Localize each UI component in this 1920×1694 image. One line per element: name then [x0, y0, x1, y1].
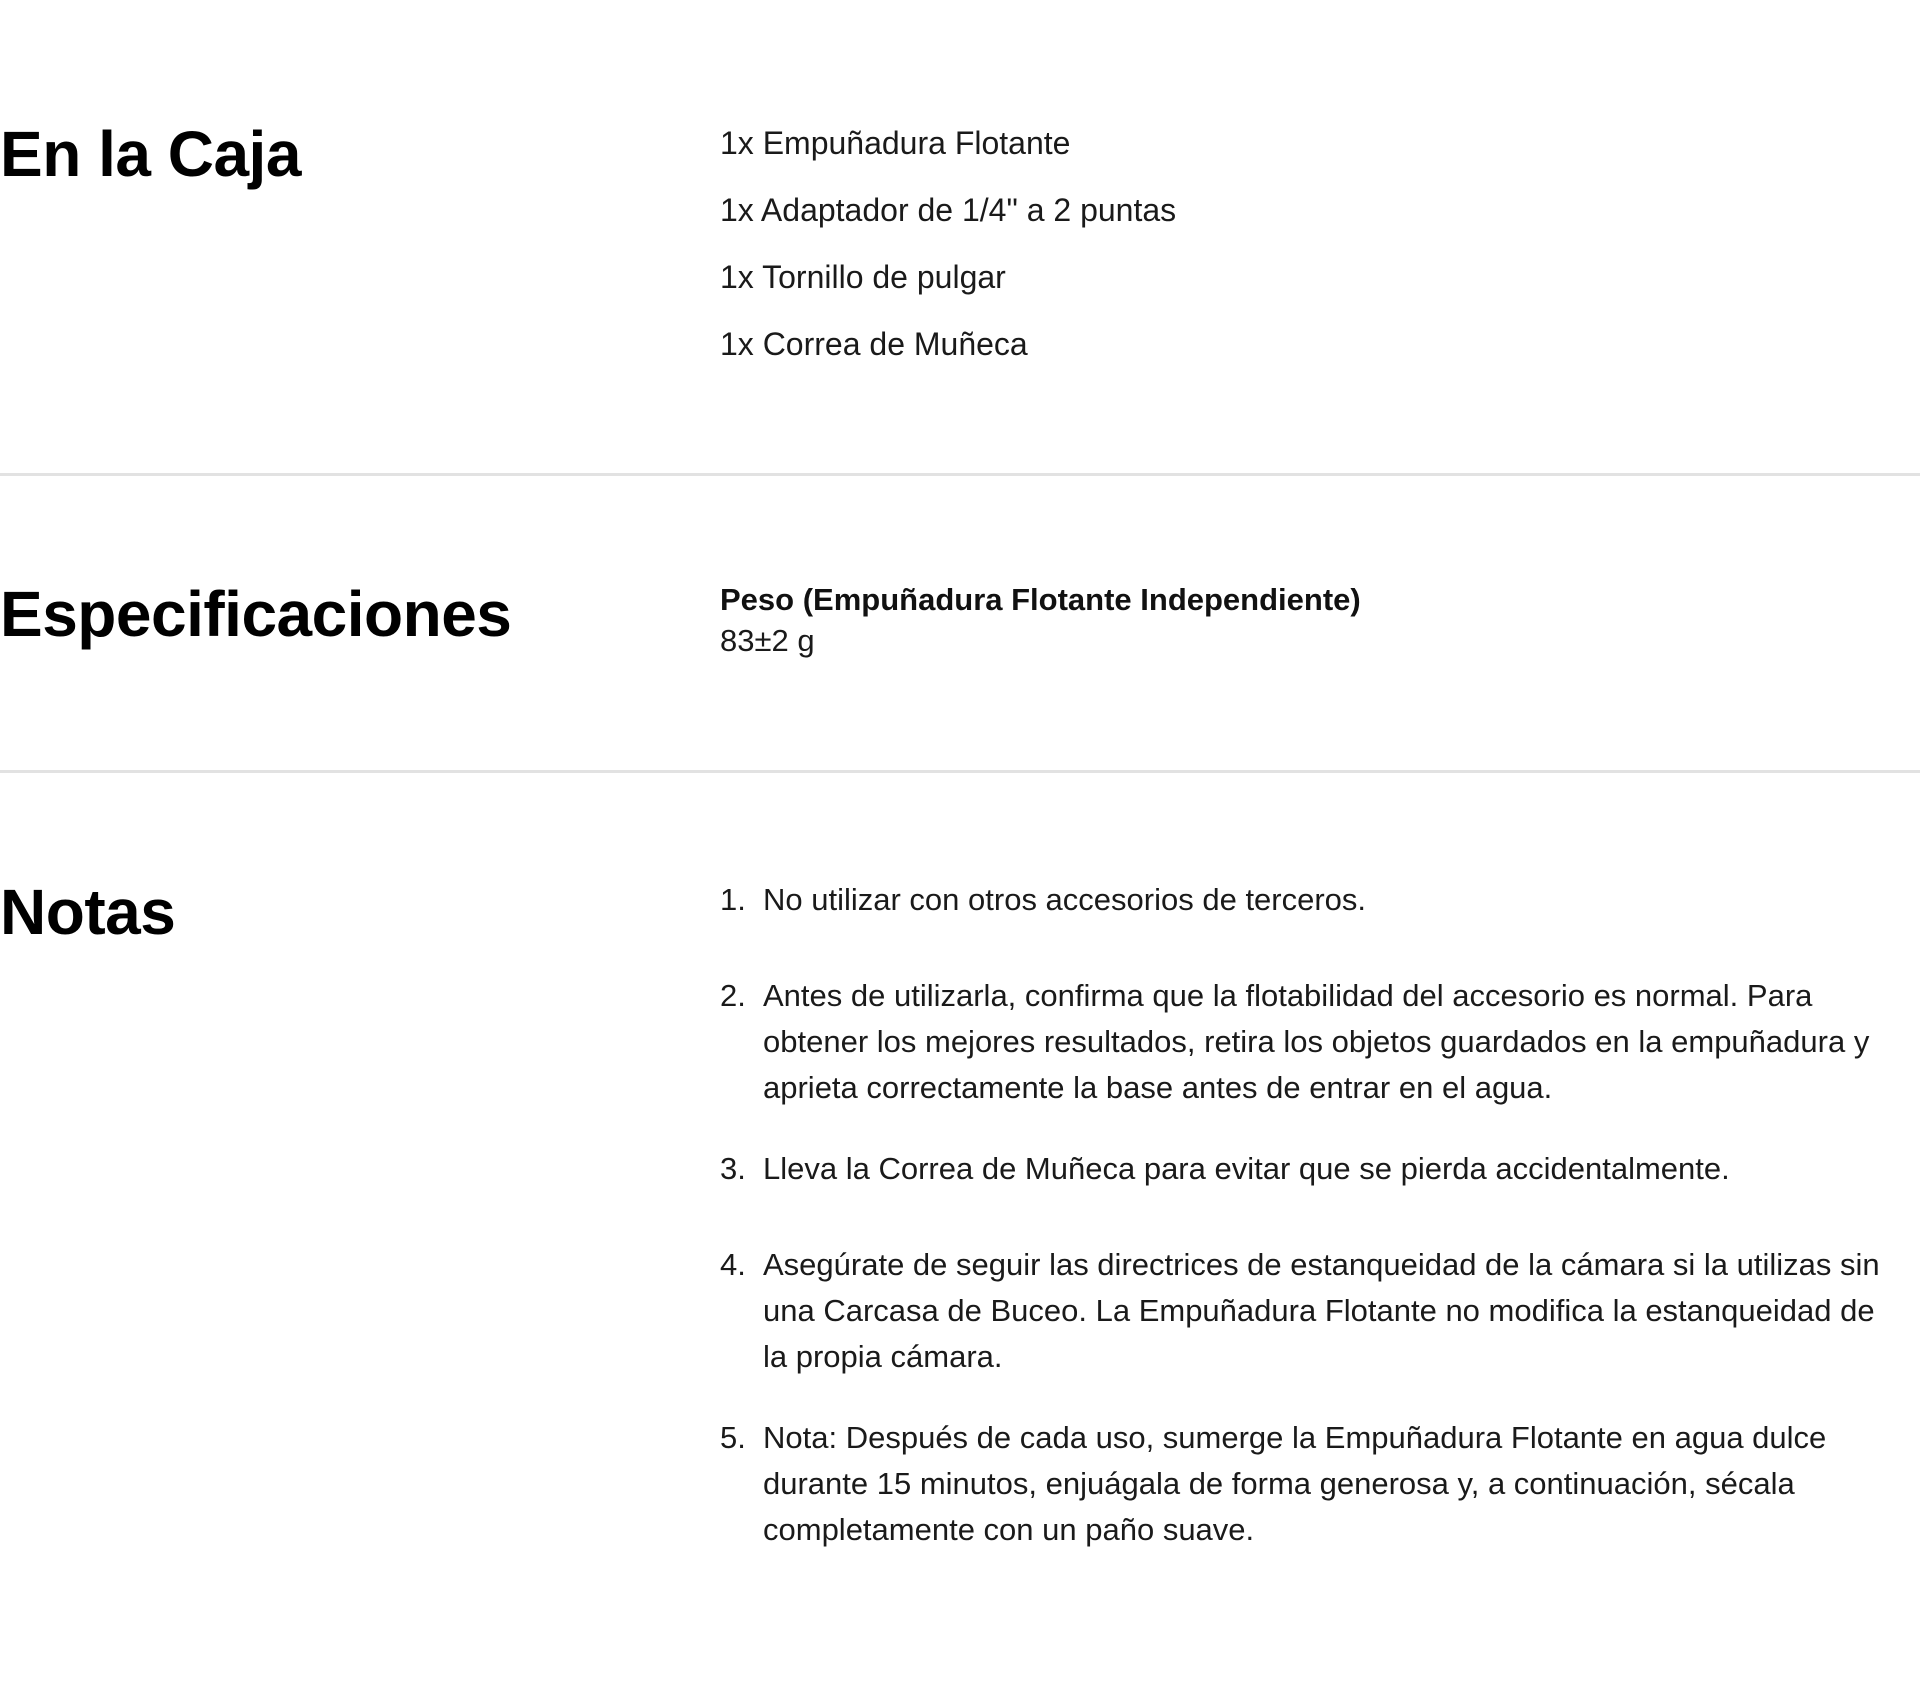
note-text: Antes de utilizarla, confirma que la flotabilidad del accesorio es normal. Para obtener los mejores resultados, retira los objetos guardados en la empuñadura y aprieta correctamente la base antes de entrar en el agua. [763, 978, 1870, 1105]
spec-item [720, 580, 1900, 662]
note-number: 5. [720, 1420, 746, 1455]
in-the-box-item: 1x Empuñadura Flotante [720, 125, 1071, 161]
specs-title: Especificaciones [0, 578, 512, 650]
in-the-box-title: En la Caja [0, 118, 301, 190]
note-number: 4. [720, 1247, 746, 1282]
note-text: Nota: Después de cada uso, sumerge la Empuñadura Flotante en agua dulce durante 15 minutos, enjuágala de forma generosa y, a continuación, sécala completamente con un paño suave. [763, 1420, 1827, 1547]
in-the-box-list [720, 110, 1900, 378]
in-the-box-item: 1x Tornillo de pulgar [720, 259, 1006, 295]
notes-list [720, 877, 1898, 1553]
note-item [720, 877, 1898, 923]
note-item [720, 1242, 1898, 1380]
in-the-box-item: 1x Correa de Muñeca [720, 326, 1028, 362]
notes-content [720, 877, 1898, 1553]
note-text: Asegúrate de seguir las directrices de estanqueidad de la cámara si la utilizas sin una Carcasa de Buceo. La Empuñadura Flotante no modifica la estanqueidad de la propia cámara. [763, 1247, 1880, 1374]
note-item [720, 1415, 1898, 1553]
notes-section [0, 773, 1920, 1694]
note-number: 3. [720, 1151, 746, 1186]
in-the-box-content [720, 110, 1900, 378]
note-item [720, 973, 1898, 1111]
specs-section [0, 476, 1920, 771]
note-number: 1. [720, 882, 746, 917]
notes-title: Notas [0, 876, 176, 948]
in-the-box-item: 1x Adaptador de 1/4" a 2 puntas [720, 192, 1177, 228]
in-the-box-section [0, 0, 1920, 474]
spec-label: Peso (Empuñadura Flotante Independiente) [720, 582, 1361, 617]
note-text: Lleva la Correa de Muñeca para evitar que se pierda accidentalmente. [763, 1151, 1730, 1186]
note-number: 2. [720, 978, 746, 1013]
specs-content [720, 580, 1900, 662]
spec-value: 83±2 g [720, 623, 815, 658]
note-text: No utilizar con otros accesorios de terceros. [763, 882, 1367, 917]
note-item [720, 1146, 1898, 1192]
